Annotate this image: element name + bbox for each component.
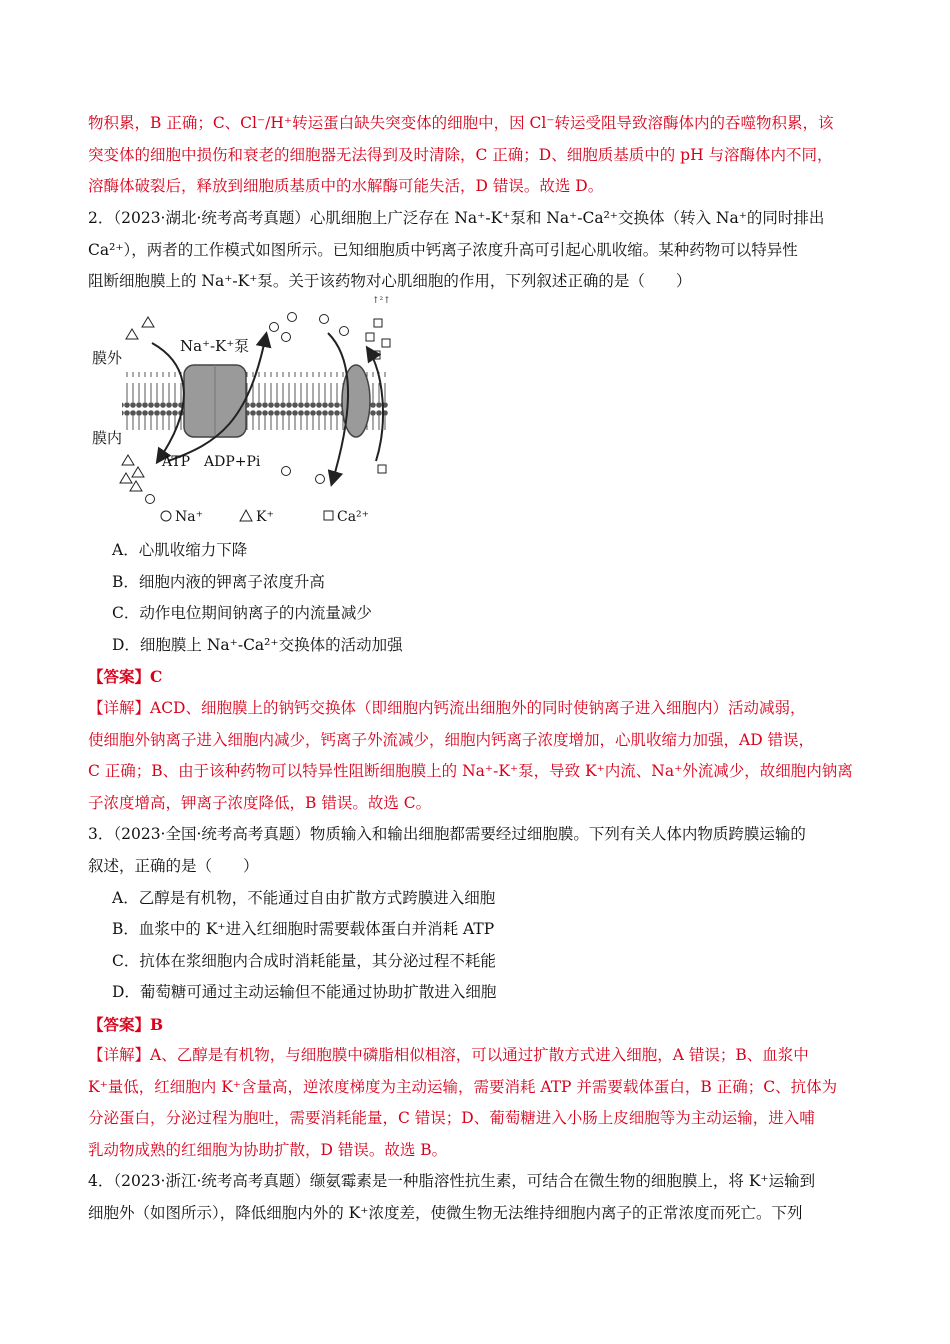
explanation	[88, 693, 868, 819]
text-line: 子浓度增高，钾离子浓度降低，B 错误。故选 C。	[88, 793, 432, 812]
text-line: 【详解】A、乙醇是有机物，与细胞膜中磷脂相似相溶，可以通过扩散方式进入细胞，A 错误；B、血浆中	[88, 1046, 809, 1064]
adp-label: ADP+Pi	[204, 454, 261, 470]
pump-label: Na⁺-K⁺泵	[180, 337, 250, 355]
text-line: 物积累，B 正确；C、Cl⁻/H⁺转运蛋白缺失突变体的细胞中，因 Cl⁻转运受阻导致溶酶体内的吞噬物积累，该	[88, 114, 834, 132]
text-line: 2．（2023·湖北·统考高考真题）心肌细胞上广泛存在 Na⁺-K⁺泵和 Na⁺-Ca²⁺交换体（转入 Na⁺的同时排出	[88, 209, 825, 227]
outside-label: 膜外	[92, 349, 123, 367]
top-explanation	[88, 108, 868, 203]
na-ion-circle	[288, 313, 297, 322]
ca-ion-square	[374, 319, 382, 327]
ca-ion-square	[382, 339, 390, 347]
question-4-stem	[88, 1166, 868, 1229]
option-b[interactable]: B．血浆中的 K⁺进入红细胞时需要载体蛋白并消耗 ATP	[112, 920, 495, 938]
text-line: 分泌蛋白，分泌过程为胞吐，需要消耗能量，C 错误；D、葡萄糖进入小肠上皮细胞等为主动运输，进入哺	[88, 1109, 815, 1127]
text-line: 3．（2023·全国·统考高考真题）物质输入和输出细胞都需要经过细胞膜。下列有关人体内物质跨膜运输的	[88, 825, 806, 843]
legend-k-label: K⁺	[256, 509, 274, 525]
text-line: 突变体的细胞中损伤和衰老的细胞器无法得到及时清除，C 正确；D、细胞质基质中的 pH 与溶酶体内不同，	[88, 145, 833, 164]
na-ion-circle	[270, 323, 279, 332]
legend-ca-symbol	[324, 511, 333, 520]
text-line: 溶酶体破裂后，释放到细胞质基质中的水解酶可能失活，D 错误。故选 D。	[88, 177, 604, 195]
na-ion-circle	[282, 467, 291, 476]
k-ion-triangle	[142, 317, 154, 327]
question-2-stem	[88, 203, 868, 298]
text-line: 使细胞外钠离子进入细胞内减少，钙离子外流减少，细胞内钙离子浓度增加，心肌收缩力加强，AD 错误，	[88, 730, 815, 749]
option-d[interactable]: D．细胞膜上 Na⁺-Ca²⁺交换体的活动加强	[112, 636, 403, 654]
legend-na-symbol	[161, 511, 171, 521]
option-a[interactable]: A．乙醇是有机物，不能通过自由扩散方式跨膜进入细胞	[112, 889, 496, 907]
text-line: 4．（2023·浙江·统考高考真题）缬氨霉素是一种脂溶性抗生素，可结合在微生物的细胞膜上，将 K⁺运输到	[88, 1172, 816, 1190]
ca-ion-square	[366, 333, 374, 341]
k-ion-triangle	[120, 473, 132, 483]
corner-label: ↑²↑	[372, 296, 391, 306]
question-3-stem	[88, 819, 868, 882]
answer: 【答案】C	[88, 667, 163, 686]
membrane-transport-figure	[88, 293, 398, 533]
membrane-diagram	[88, 293, 398, 533]
explanation	[88, 1040, 868, 1166]
text-line: 细胞外（如图所示），降低细胞内外的 K⁺浓度差，使微生物无法维持细胞内离子的正常浓度而死亡。下列	[88, 1203, 803, 1222]
k-ion-triangle	[132, 467, 144, 477]
option-b[interactable]: B．细胞内液的钾离子浓度升高	[112, 573, 325, 591]
na-ion-circle	[340, 327, 349, 336]
na-ion-circle	[146, 495, 155, 504]
answer: 【答案】B	[88, 1015, 164, 1034]
text-line: Ca²⁺），两者的工作模式如图所示。已知细胞质中钙离子浓度升高可引起心肌收缩。某种药物可以特异性	[88, 240, 798, 259]
na-ion-circle	[282, 333, 291, 342]
text-line: 阻断细胞膜上的 Na⁺-K⁺泵。关于该药物对心肌细胞的作用，下列叙述正确的是（ ）	[88, 272, 692, 290]
option-c[interactable]: C．抗体在浆细胞内合成时消耗能量，其分泌过程不耗能	[112, 952, 496, 970]
na-ion-circle	[316, 475, 325, 484]
text-line: 叙述，正确的是（ ）	[88, 856, 259, 875]
text-line: K⁺量低，红细胞内 K⁺含量高，逆浓度梯度为主动运输，需要消耗 ATP 并需要载体蛋白，B 正确；C、抗体为	[88, 1077, 838, 1096]
k-ion-triangle	[122, 455, 134, 465]
text-line: 乳动物成熟的红细胞为协助扩散，D 错误。故选 B。	[88, 1140, 448, 1159]
inside-label: 膜内	[92, 429, 123, 447]
option-c[interactable]: C．动作电位期间钠离子的内流量减少	[112, 604, 372, 622]
na-ion-circle	[320, 315, 329, 324]
atp-label: ATP	[162, 454, 191, 470]
option-d[interactable]: D．葡萄糖可通过主动运输但不能通过协助扩散进入细胞	[112, 983, 497, 1001]
option-a[interactable]: A．心肌收缩力下降	[112, 541, 248, 559]
legend-na-label: Na⁺	[175, 509, 203, 525]
text-line: C 正确；B、由于该种药物可以特异性阻断细胞膜上的 Na⁺-K⁺泵，导致 K⁺内流、Na⁺外流减少，故细胞内钠离	[88, 762, 853, 780]
k-ion-triangle	[126, 329, 138, 339]
legend-ca-label: Ca²⁺	[337, 509, 370, 525]
text-line: 【详解】ACD、细胞膜上的钠钙交换体（即细胞内钙流出细胞外的同时使钠离子进入细胞内）活动减弱，	[88, 699, 806, 717]
legend-k-symbol	[240, 510, 252, 521]
ca-ion-square	[378, 465, 386, 473]
